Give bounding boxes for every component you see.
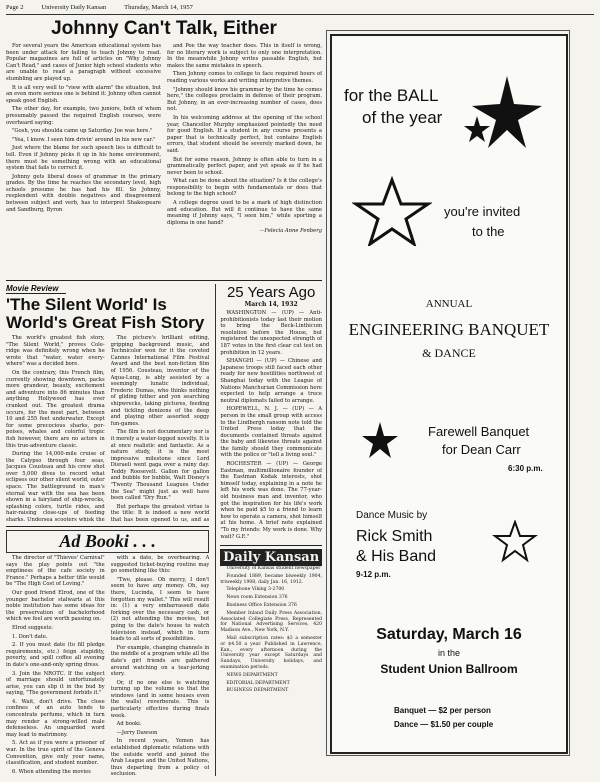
paragraph: HOPEWELL, N. J. — (UP) — A person in the small group with access to the Lindbergh ransom note told the United Press today that the documents contained threats against the baby and likewise threats against the family should they communicate with the police or "tell a living soul."	[220, 406, 322, 459]
masthead	[6, 4, 594, 15]
kansan-info	[220, 566, 322, 776]
article-headline: Johnny Can't Talk, Either	[51, 18, 277, 39]
paragraph: The picture's brilliant editing, gripping background music, and Technicolor won for it the coveted Cannes International Film Festival Award and the best non-fiction film of 1956. Cousteau, inventor of the Aqua-Lung, is ably assisted by a seemingly lunatic individual, Frederic Dumas, who thinks nothing of gliding hither and yon searching shipwrecks, taking pictures, feeding and tickling denizens of the deep and playing other assorted soggy fun-games.	[110, 335, 210, 427]
ad-price-1: Banquet — $2 per person	[394, 706, 491, 715]
paragraph: NEWS DEPARTMENT	[226, 672, 278, 678]
paragraph: On the contrary, this French film, currently showing downtown, packs more grandeur, beauty, excitement and adventure into 86 minutes than anything Hollywood has ever cranked out. The greatest drama occurs, for the most part, between 10 and 255 feet underwater. Except for some precocious sharks, por-poises, whales and colorful tropic fish however, there are no actors in this true-adventure classic.	[6, 369, 105, 449]
ad-in: in the	[437, 648, 461, 658]
ad-farewell-1: Farewell Banquet	[428, 424, 530, 439]
left-content	[6, 16, 322, 776]
column-title: Ad Booki . . .	[6, 530, 209, 553]
paragraph: "Two, please. Oh mercy, I don't seem to have any money. Oh, say there, Lucinda, I seem to have forgotten my wallet." This will result in: (1) a very embarrassed date forking over the necessary cash, or (2) not attending the movies, but going to the date's house to watch television instead, which in turn leads to all sorts of possibilities.	[110, 576, 210, 643]
paragraph: Business Office Extension 376	[226, 602, 297, 608]
column-col-2	[111, 555, 210, 776]
years-ago-items	[220, 310, 322, 542]
paragraph: Or, if no one else is watching turning up the volume so that the windows (and in some houses even the walls) reverberate. This is particularly effective during finals week.	[110, 679, 210, 719]
paragraph: "Gosh, you shoulda came up Saturday. Joe was here."	[12, 128, 153, 135]
ad-dance: & DANCE	[422, 346, 476, 360]
paragraph: The other day, for example, two juniors, both of whom presumably passed the required English courses, were overheard saying:	[6, 106, 161, 126]
paragraph: But perhaps the greatest virtue is the title: It is indeed a new world that has been opened to us, and as	[110, 503, 210, 523]
ad-date: Saturday, March 16	[376, 626, 522, 643]
paragraph: WASHINGTON — (UP) — Anti-prohibitionists today last their motion to bring the Beck-Linthicum resolution before the House, but registered the unexpected strength of 187 votes in the first clear cut test on prohibition in 12 years.	[220, 310, 322, 356]
review-col-2	[111, 335, 210, 523]
paragraph: 2. If you must date (to fill pledge requirements, etc.) feign stupidity, poverty, and spill coffee all evening in date's one-and-only spring dress.	[6, 642, 105, 668]
paragraph: News room Extension 376	[226, 595, 288, 601]
years-ago-date: March 14, 1932	[244, 301, 298, 308]
ad-event: ENGINEERING BANQUET	[348, 320, 550, 339]
paragraph: with a date, be overbearing. A suggested ticket-buying routine may go something like this:	[110, 555, 210, 575]
paragraph: For several years the American educational system has been under attack for failing to teach Johnny to read. Popular magazines are full of articles on "Why Johnny Can't Read," and cases of Junior high school students who are unable to read a paragraph without excessive stumbling are played up.	[6, 43, 161, 82]
ad-music: Dance Music by	[356, 510, 428, 521]
banquet-ad	[330, 34, 568, 754]
years-ago-title: 25 Years Ago	[226, 284, 316, 301]
ad-line-4: to the	[472, 224, 505, 239]
ad-farewell-2: for Dean Carr	[442, 442, 521, 457]
paragraph: "Johnny should know his grammar by the time he comes here," the colleges proclaim in defense of their program. But Johnny, in an ever-increasing number of cases, does not.	[167, 86, 322, 113]
years-ago-box	[215, 284, 322, 776]
issue-date: Thursday, March 14, 1957	[124, 4, 193, 11]
outline-star-small-icon	[492, 520, 538, 564]
paragraph: Ad booki.	[116, 721, 142, 728]
paragraph: In his welcoming address at the opening of the school year, Chancellor Murphy emphasized pointedly the need for good English. If a student in any course presents a paper that is technically perfect, but contains English errors, that student should be severely marked down, he said.	[167, 114, 322, 154]
paragraph: ROCHESTER — (UP) — George Eastman, multimillionaire founder of the Eastman Kodak interests, shot himself today, explaining in a note he left his work was done. The 77-year-old business man and inventor, who got the inspiration for his life's work when he paid $5 to a friend to learn how to operate a camera, shot himself at his home. A brief note explained "To my friends: My work is done. Why wait? G.E."	[220, 461, 322, 540]
paragraph: "Yea, I know. I seen him drivin' around in his new car."	[12, 136, 156, 143]
paragraph: The director of "Thieves' Carnival" says the play points out "the emptiness of the cafe society in France." Perhaps a better title would be "The High Cost of Loving."	[6, 555, 105, 588]
paragraph: The world's greatest fish story, "The Silent World," proves Cole-ridge was definitely wrong when he wrote that "water, water every-where" was a decided bore.	[6, 335, 105, 368]
paragraph: The film is not documentary nor is it merely a water-logged novelty. It is at once realistic and fantastic. As a nature study, it is the most impressive milestone since Lord Disraeli went gaga over a rainy day. Teddy Roosevelt. Gallon for gallon and bubble for bubble, Walt Disney's "Twenty Thousand Leagues Under the Sea" might just as well have been called "Dry Run."	[110, 429, 210, 502]
review-col-1	[6, 335, 105, 523]
review-kicker: Movie Review	[6, 284, 66, 294]
paragraph: Elrod suggests:	[12, 624, 53, 631]
page-number: Page 2	[6, 4, 24, 11]
kansan-nameplate: Daily Kansan	[220, 549, 322, 566]
paper-name: University Daily Kansan	[41, 4, 107, 11]
ad-line-2: of the year	[362, 108, 443, 127]
paragraph: 6. When attending the movies	[12, 768, 91, 775]
paragraph: It is all very well to "view with alarm" the situation, but an even more serious one is behind it: Johnny often cannot speak good English.	[6, 84, 161, 104]
paragraph: Mail subscription rates: $3 a semester or $4.50 a year. Published in Lawrence, Kan., every afternoon during the University year except Saturdays and Sundays, University holidays, and examination periods.	[220, 635, 322, 670]
column-col-1	[6, 555, 105, 776]
ad-line-1: for the BALL	[344, 86, 439, 105]
paragraph: BUSINESS DEPARTMENT	[226, 688, 289, 694]
ad-band-1: Rick Smith	[356, 528, 433, 545]
paragraph: 4. Wait, don't drive. The close confines of an auto tends to concentrate perfume, which in turn may render a strong-willed male defenseless. An unguarded word may lead to matrimony.	[6, 698, 105, 738]
paragraph: Just where the blame for such speech lies is difficult to tell. Even if Johnny picks it up in his home environment, there must be something wrong with an educational system that fails to correct it.	[6, 145, 161, 172]
paragraph: For example, changing channels in the middle of a program while all the date's girl friends are gathered around watching on a tear-jerking story.	[110, 644, 210, 678]
stars-cluster-icon	[452, 66, 552, 156]
paragraph: Telephone Viking 3-2700	[226, 587, 285, 593]
paragraph: —Jerry Dawson	[116, 729, 158, 736]
paragraph: Member Inland Daily Press Association, Associated Collegiate Press. Represented for National Advertising Services, 420 Madison Ave., New York, N.Y.	[220, 610, 322, 634]
ad-band-2: & His Band	[356, 548, 437, 565]
ad-price-2: Dance — $1.50 per couple	[394, 720, 494, 729]
paragraph: 3. Join the NROTC. If the subject of marriage should unfortunately arise, you can slip it in the bud by saying, "The government forbids it."	[6, 670, 105, 697]
paragraph: SHANGHI — (UP) — Chinese and Japanese troops still faced each other ready for new hostilities northwest of Shanghai today with the League of Nations Manchurian Commission here expected to help arrange a truce neutral diplomats failed to arrange.	[220, 358, 322, 404]
paragraph: Founded 1889, became biweekly 1904, triweekly 1908, daily Jan. 16, 1912.	[220, 573, 322, 585]
ad-venue: Student Union Ballroom	[380, 662, 518, 676]
ad-time-1: 6:30 p.m.	[508, 464, 543, 473]
paragraph: Johnny gets liberal doses of grammar in the primary grades. By the time he reaches the secondary level, high schools presume he has had his fill. So Johnny, resplendent with double negatives and disagreement between subject and verb, has to interpret Shakespeare and Sandburg, Byron	[6, 173, 161, 213]
paragraph: In recent years, Yemen has established diplomatic relations with the outside world and joined the Arab League and the United Nations, thus departing from a policy of seclusion.	[110, 738, 210, 776]
paragraph: Our good friend Elrod, one of the younger bachelor stalwarts at this noble institution has some ideas for the preservation of bachelorhood which we feel are worth passing on.	[6, 589, 105, 623]
ad-time-2: 9-12 p.m.	[356, 570, 391, 579]
ad-annual: ANNUAL	[425, 298, 473, 310]
paragraph: 1. Don't date.	[12, 633, 48, 640]
paragraph: University of Kansas student newspaper	[226, 566, 321, 571]
review-headline: 'The Silent World' Is World's Great Fish Story	[6, 295, 205, 332]
paragraph: But for some reason, Johnny is often able to turn in a grammatically perfect paper, and yet speak as if he had never been to school.	[167, 156, 322, 176]
paragraph: During the 14,000-mile cruise of the Calypso through four seas, Jacques Cousteau and his crew shot over 5,000 dives to record what eclipses our other silent world, outer space. The battleground in man's eternal war with the sea has been shown in a fairyland of ship-wrecks, splashing colors, turtle rides, and hair-raising close-ups of feeding sharks. Undersea scooters whisk the	[6, 451, 105, 523]
small-stars-icon	[360, 420, 400, 460]
paragraph: Then Johnny comes to college to face required hours of reading various works and writing interpretive themes.	[167, 71, 322, 84]
outline-star-icon	[352, 176, 432, 246]
ad-line-3: you're invited	[444, 204, 521, 219]
paragraph: 5. Act as if you were a prisoner of war. In the true spirit of the Geneva Convention, give only your name, classification, and student number.	[6, 740, 105, 767]
article-col-1	[6, 43, 161, 277]
article-byline: —Felecia Anne Fenberg	[259, 228, 322, 235]
paragraph: A college degree used to be a mark of high distinction and education. But will it continue to have the same meaning if Johnny says, "I seen him," while sporting a diploma in one hand?	[167, 200, 322, 226]
paragraph: EDITORIAL DEPARTMENT	[226, 680, 290, 686]
paragraph: and Poe the way teacher does. This in itself is wrong, for no literary work is subject to only one interpretation. In the meanwhile Johnny writes passable English, but makes the same mistakes in speech.	[167, 43, 322, 69]
article-col-2	[167, 43, 322, 277]
paragraph: What can be done about the situation? Is it the college's responsibility to begin with fundamentals or does that belong to the high school?	[167, 178, 322, 198]
